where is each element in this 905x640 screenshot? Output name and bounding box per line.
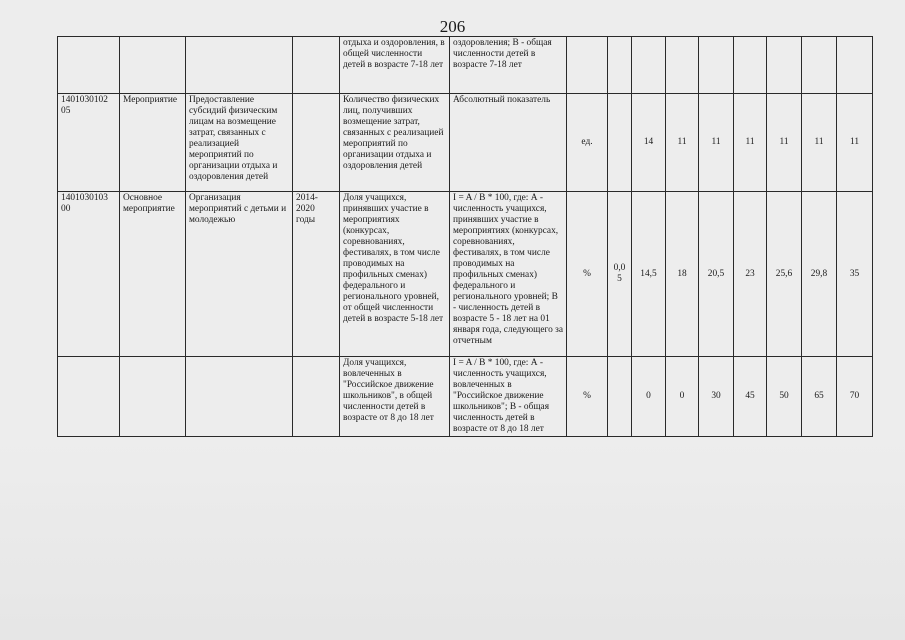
- value-cell: [734, 37, 767, 94]
- table-row: [58, 37, 873, 94]
- value-cell: 45: [734, 357, 767, 437]
- indicator-cell: Доля учащихся, вовлеченных в "Российское движение школьников", в общей численности детей в возрасте от 8 до 18 лет: [340, 357, 450, 437]
- formula-cell: Абсолютный показатель: [450, 94, 567, 192]
- type-cell: [120, 37, 186, 94]
- value-cell: 50: [767, 357, 802, 437]
- value-cell: 11: [767, 94, 802, 192]
- unit-cell: %: [567, 357, 608, 437]
- value-cell: [837, 37, 873, 94]
- base-value-cell: [608, 357, 632, 437]
- value-cell: 11: [666, 94, 699, 192]
- name-cell: Предоставление субсидий физическим лицам на возмещение затрат, связанных с реализацией мероприятий по организации отдыха и оздоровления детей: [186, 94, 293, 192]
- name-cell: Организация мероприятий с детьми и молодежью: [186, 192, 293, 357]
- type-cell: Основное мероприятие: [120, 192, 186, 357]
- value-cell: 11: [837, 94, 873, 192]
- value-cell: [767, 37, 802, 94]
- value-cell: 0: [632, 357, 666, 437]
- value-cell: 11: [734, 94, 767, 192]
- value-cell: [802, 37, 837, 94]
- indicator-cell: Количество физических лиц, получивших возмещение затрат, связанных с реализацией мероприятий по организации отдыха и оздоровления детей: [340, 94, 450, 192]
- unit-cell: %: [567, 192, 608, 357]
- code-cell: [58, 37, 120, 94]
- value-cell: 11: [699, 94, 734, 192]
- value-cell: 14,5: [632, 192, 666, 357]
- formula-cell: I = A / B * 100, где: А - численность учащихся, принявших участие в мероприятиях (конкурсах, соревнованиях, фестивалях, в том числе проводимых на профильных сменах) федерального и регионального уровней; В - численность детей в возрасте 5 - 18 лет на 01 января года, следующего за отчетным: [450, 192, 567, 357]
- value-cell: 70: [837, 357, 873, 437]
- period-cell: [293, 37, 340, 94]
- value-cell: 11: [802, 94, 837, 192]
- indicators-table: [57, 36, 873, 437]
- table-row: [58, 192, 873, 357]
- period-cell: [293, 357, 340, 437]
- indicator-cell: Доля учащихся, принявших участие в мероприятиях (конкурсах, соревнованиях, фестивалях, в том числе проводимых на профильных сменах) федерального и регионального уровней, от общей численности детей в возрасте 5-18 лет: [340, 192, 450, 357]
- base-value-cell: 0,0 5: [608, 192, 632, 357]
- value-cell: 35: [837, 192, 873, 357]
- table-row: [58, 357, 873, 437]
- value-cell: 18: [666, 192, 699, 357]
- value-cell: 14: [632, 94, 666, 192]
- value-cell: 65: [802, 357, 837, 437]
- indicator-cell: отдыха и оздоровления, в общей численности детей в возрасте 7-18 лет: [340, 37, 450, 94]
- period-cell: [293, 94, 340, 192]
- scan-background-shade: [0, 440, 905, 640]
- value-cell: 29,8: [802, 192, 837, 357]
- code-cell: 1401030103 00: [58, 192, 120, 357]
- table-row: [58, 94, 873, 192]
- base-value-cell: [608, 94, 632, 192]
- type-cell: Мероприятие: [120, 94, 186, 192]
- value-cell: 0: [666, 357, 699, 437]
- unit-cell: ед.: [567, 94, 608, 192]
- value-cell: [632, 37, 666, 94]
- unit-cell: [567, 37, 608, 94]
- name-cell: [186, 357, 293, 437]
- value-cell: [666, 37, 699, 94]
- formula-cell: I = A / B * 100, где: А - численность учащихся, вовлеченных в "Российское движение школьников"; В - общая численность детей в возрасте от 8 до 18 лет: [450, 357, 567, 437]
- value-cell: 20,5: [699, 192, 734, 357]
- formula-cell: оздоровления; В - общая численности детей в возрасте 7-18 лет: [450, 37, 567, 94]
- base-value-cell: [608, 37, 632, 94]
- code-cell: [58, 357, 120, 437]
- type-cell: [120, 357, 186, 437]
- value-cell: [699, 37, 734, 94]
- value-cell: 30: [699, 357, 734, 437]
- code-cell: 1401030102 05: [58, 94, 120, 192]
- value-cell: 23: [734, 192, 767, 357]
- name-cell: [186, 37, 293, 94]
- value-cell: 25,6: [767, 192, 802, 357]
- page-number: 206: [439, 17, 466, 36]
- period-cell: 2014-2020 годы: [293, 192, 340, 357]
